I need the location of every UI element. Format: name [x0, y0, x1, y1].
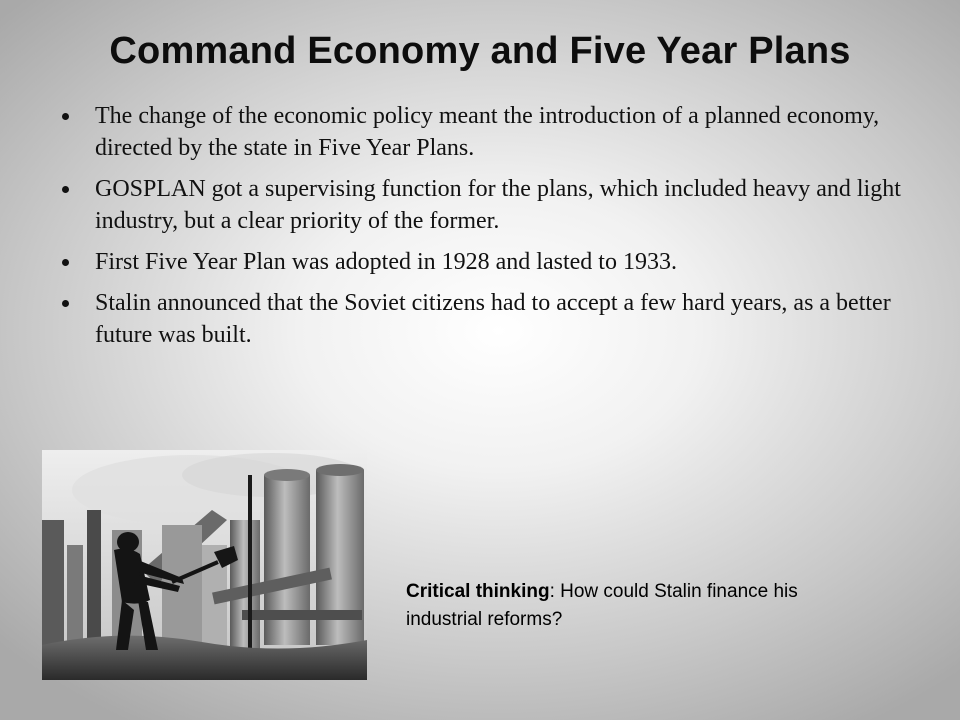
bullet-icon [62, 113, 69, 120]
bullet-text: Stalin announced that the Soviet citizens had to accept a few hard years, as a better future was built. [95, 290, 891, 348]
bullet-text: The change of the economic policy meant the introduction of a planned economy, directed by the state in Five Year Plans. [95, 103, 880, 161]
bullet-icon [62, 259, 69, 266]
slide-title: Command Economy and Five Year Plans [109, 30, 851, 72]
photo-illustration [42, 450, 367, 680]
bullet-item [62, 100, 922, 164]
critical-thinking-caption [406, 578, 876, 634]
bullet-icon [62, 186, 69, 193]
bullet-item [62, 246, 922, 278]
caption-question: : How could Stalin finance his industrial reforms? [406, 581, 798, 630]
bullet-text: First Five Year Plan was adopted in 1928 and lasted to 1933. [95, 249, 677, 275]
bullet-item [62, 287, 922, 351]
bullet-list [62, 100, 922, 360]
bullet-item [62, 173, 922, 237]
caption-label: Critical thinking [406, 581, 550, 602]
bullet-icon [62, 300, 69, 307]
bullet-text: GOSPLAN got a supervising function for the plans, which included heavy and light industry, but a clear priority of the former. [95, 176, 901, 234]
industrial-worker-photo [42, 450, 367, 680]
